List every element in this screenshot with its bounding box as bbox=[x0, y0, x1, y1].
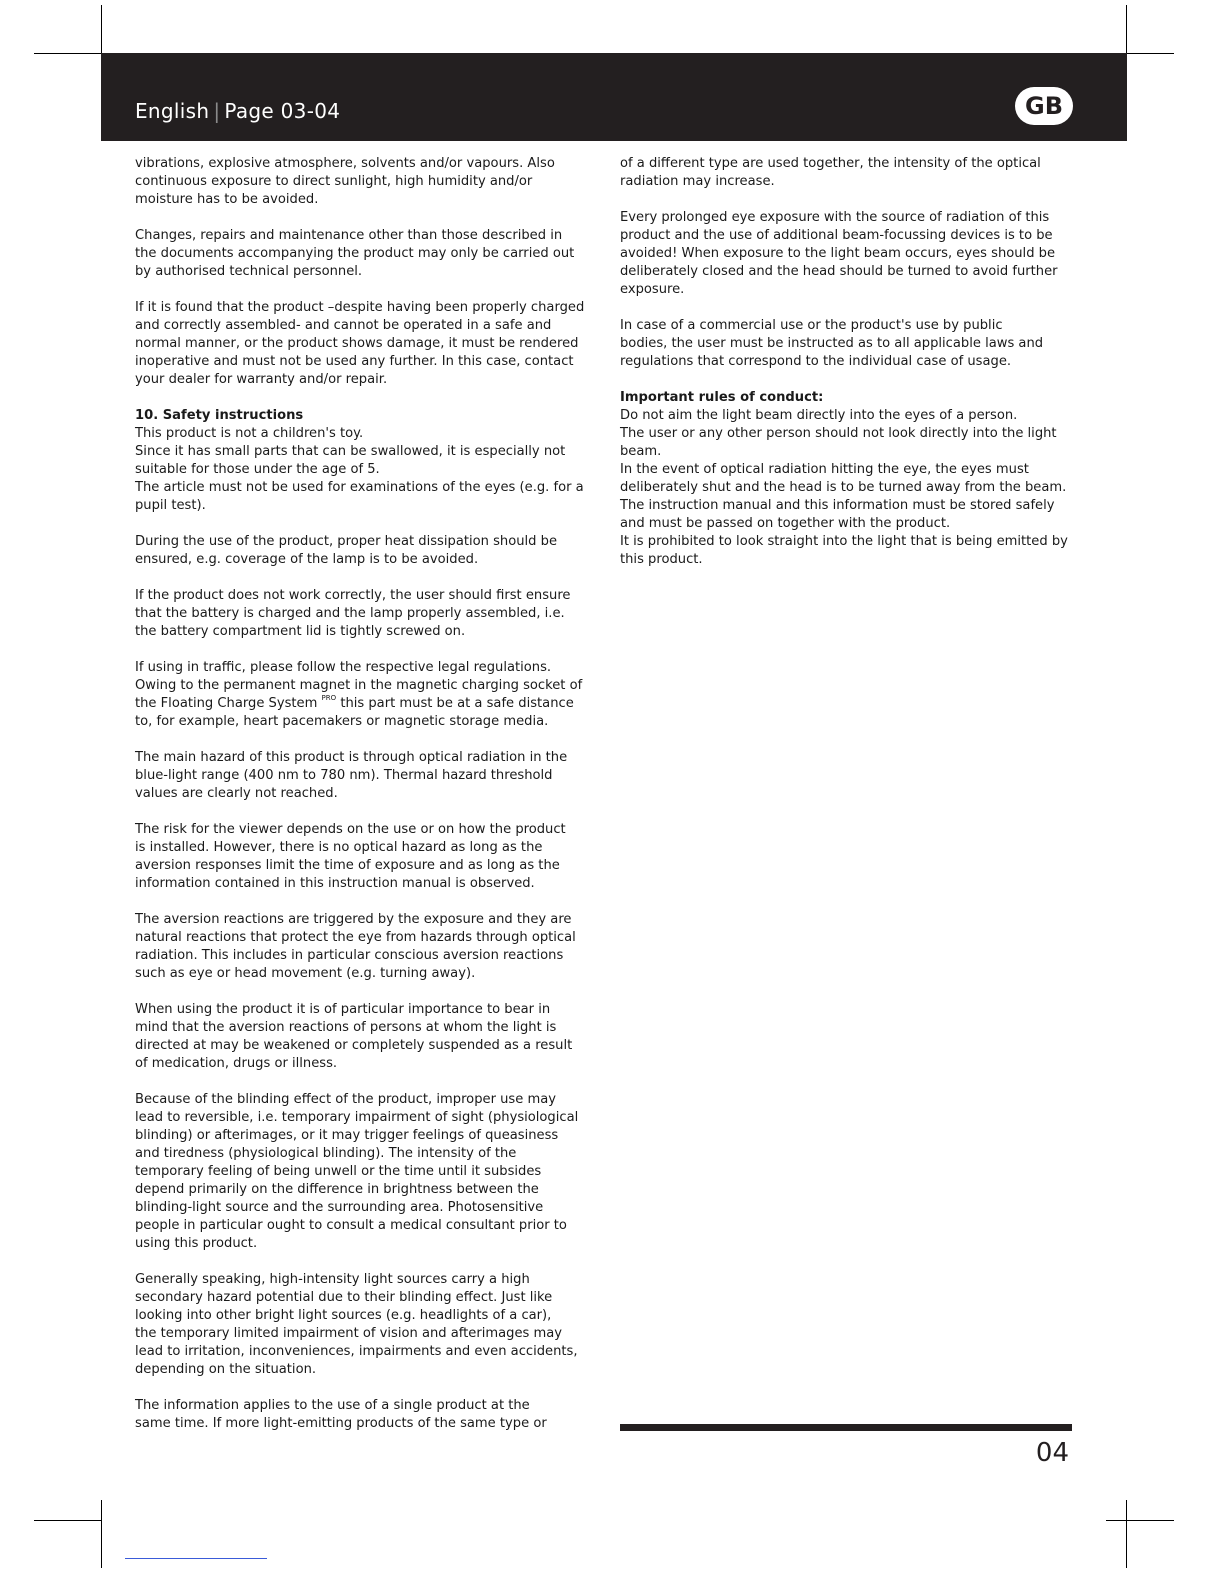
crop-mark bbox=[1126, 1500, 1127, 1568]
rules-heading: Important rules of conduct: bbox=[620, 390, 824, 405]
country-badge: GB bbox=[1015, 87, 1073, 125]
page-header bbox=[101, 53, 1127, 141]
right-column bbox=[620, 155, 1080, 569]
paragraph bbox=[135, 659, 595, 731]
paragraph: During the use of the product, proper heat dissipation should be ensured, e.g. coverage of the lamp is to be avoided. bbox=[135, 534, 558, 567]
crop-mark bbox=[1106, 1520, 1174, 1521]
crop-mark bbox=[1126, 53, 1174, 54]
header-page-label: Page 03-04 bbox=[224, 99, 341, 123]
header-language: English bbox=[135, 99, 210, 123]
paragraph: The information applies to the use of a single product at the same time. If more light-emitting products of the same type or bbox=[135, 1398, 547, 1431]
header-title bbox=[135, 99, 340, 123]
crop-mark bbox=[34, 1520, 102, 1521]
superscript-pro: PRO bbox=[321, 694, 337, 702]
paragraph: The main hazard of this product is through optical radiation in the blue-light range (400 nm to 780 nm). Thermal hazard threshold values are clearly not reached. bbox=[135, 750, 568, 801]
paragraph: Changes, repairs and maintenance other than those described in the documents accompanying the product may only be carried out by authorised technical personnel. bbox=[135, 228, 575, 279]
paragraph: In case of a commercial use or the product's use by public bodies, the user must be instructed as to all applicable laws and regulations that correspond to the individual case of usage. bbox=[620, 318, 1044, 369]
paragraph: Do not aim the light beam directly into the eyes of a person. The user or any other person should not look directly into the light beam. In the event of optical radiation hitting the eye, the eyes must deliberately shut and the head is to be turned away from the beam. The instruction manual and this information must be stored safely and must be passed on together with the product. It is prohibited to look straight into the light that is being emitted by this product. bbox=[620, 408, 1068, 567]
header-separator: | bbox=[213, 99, 221, 123]
paragraph: Generally speaking, high-intensity light sources carry a high secondary hazard potential due to their blinding effect. Just like looking into other bright light sources (e.g. headlights of a car), the temporary limited impairment of vision and afterimages may lead to irritation, inconveniences, impairments and even accidents, depending on the situation. bbox=[135, 1272, 578, 1377]
paragraph: If it is found that the product –despite having been properly charged and correctly assembled- and cannot be operated in a safe and normal manner, or the product shows damage, it must be rendered inoperative and must not be used any further. In this case, contact your dealer for warranty and/or repair. bbox=[135, 300, 585, 387]
page-number: 04 bbox=[1035, 1438, 1069, 1468]
paragraph: vibrations, explosive atmosphere, solvents and/or vapours. Also continuous exposure to direct sunlight, high humidity and/or moisture has to be avoided. bbox=[135, 156, 555, 207]
footer-rule bbox=[620, 1424, 1072, 1431]
paragraph: The risk for the viewer depends on the use or on how the product is installed. However, there is no optical hazard as long as the aversion responses limit the time of exposure and as long as the information contained in this instruction manual is observed. bbox=[135, 822, 566, 891]
paragraph: of a different type are used together, the intensity of the optical radiation may increase. bbox=[620, 156, 1041, 189]
crop-mark bbox=[101, 1500, 102, 1568]
bottom-underline bbox=[125, 1558, 267, 1559]
paragraph: This product is not a children's toy. Since it has small parts that can be swallowed, it is especially not suitable for those under the age of 5. The article must not be used for examinations of the eyes (e.g. for a pupil test). bbox=[135, 426, 584, 513]
paragraph-text: If using in traffic, please follow the respective legal regulations. Owing to the permanent magnet in the magnetic charging socket of the Floating Charge System bbox=[135, 660, 583, 711]
paragraph: Every prolonged eye exposure with the source of radiation of this product and the use of additional beam-focussing devices is to be avoided! When exposure to the light beam occurs, eyes should be deliberately closed and the head should be turned to avoid further exposure. bbox=[620, 210, 1058, 297]
section-heading: 10. Safety instructions bbox=[135, 408, 304, 423]
left-column bbox=[135, 155, 595, 1433]
crop-mark bbox=[34, 53, 102, 54]
paragraph-text: this part must be at a safe distance to, for example, heart pacemakers or magnetic storage media. bbox=[135, 696, 574, 729]
paragraph: If the product does not work correctly, the user should first ensure that the battery is charged and the lamp properly assembled, i.e. the battery compartment lid is tightly screwed on. bbox=[135, 588, 571, 639]
paragraph: Because of the blinding effect of the product, improper use may lead to reversible, i.e. temporary impairment of sight (physiological blinding) or afterimages, or it may trigger feelings of queasiness and tiredness (physiological blinding). The intensity of the temporary feeling of being unwell or the time until it subsides depend primarily on the difference in brightness between the blinding-light source and the surrounding area. Photosensitive people in particular ought to consult a medical consultant prior to using this product. bbox=[135, 1092, 579, 1251]
paragraph: When using the product it is of particular importance to bear in mind that the aversion reactions of persons at whom the light is directed at may be weakened or completely suspended as a result of medication, drugs or illness. bbox=[135, 1002, 573, 1071]
paragraph: The aversion reactions are triggered by the exposure and they are natural reactions that protect the eye from hazards through optical radiation. This includes in particular conscious aversion reactions such as eye or head movement (e.g. turning away). bbox=[135, 912, 576, 981]
